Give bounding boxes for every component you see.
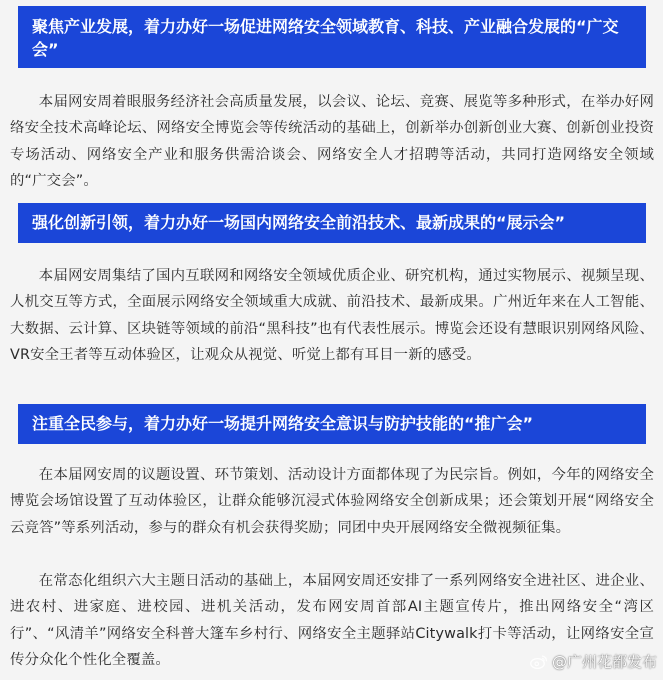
paragraph-participation-2: 在常态化组织六大主题日活动的基础上，本届网安周还安排了一系列网络安全进社区、进企业、进农村、进家庭、进校园、进机关活动，发布网安周首部AI主题宣传片，推出网络安全“湾区行”、“风清羊”网络安全科普大篷车乡村行、网络安全主题驿站Citywalk打卡等活动，让网络安全宣传分众化个性化全覆盖。 xyxy=(10,573,654,669)
section-heading-participation: 注重全民参与，着力办好一场提升网络安全意识与防护技能的“推广会” xyxy=(18,404,646,444)
watermark xyxy=(530,651,657,672)
section-heading-innovation: 强化创新引领，着力办好一场国内网络安全前沿技术、最新成果的“展示会” xyxy=(18,203,646,243)
weibo-icon xyxy=(530,654,548,670)
paragraph-industry: 本届网安周着眼服务经济社会高质量发展，以会议、论坛、竞赛、展览等多种形式，在举办好网络安全技术高峰论坛、网络安全博览会等传统活动的基础上，创新举办创新创业大赛、创新创业投资专场活动、网络安全产业和服务供需洽谈会、网络安全人才招聘等活动，共同打造网络安全领域的“广交会”。 xyxy=(10,94,654,190)
paragraph-innovation: 本届网安周集结了国内互联网和网络安全领域优质企业、研究机构，通过实物展示、视频呈现、人机交互等方式，全面展示网络安全领域重大成就、前沿技术、最新成果。广州近年来在人工智能、大数据、云计算、区块链等领域的前沿“黑科技”也有代表性展示。博览会还设有慧眼识别网络风险、VR安全王者等互动体验区，让观众从视觉、听觉上都有耳目一新的感受。 xyxy=(10,268,654,364)
watermark-text: @广州花都发布 xyxy=(551,653,657,671)
paragraph-participation-1: 在本届网安周的议题设置、环节策划、活动设计方面都体现了为民宗旨。例如，今年的网络安全博览会场馆设置了互动体验区，让群众能够沉浸式体验网络安全创新成果；还会策划开展“网络安全云竞答”等系列活动，参与的群众有机会获得奖励；同团中央开展网络安全微视频征集。 xyxy=(10,467,654,536)
section-heading-industry: 聚焦产业发展，着力办好一场促进网络安全领域教育、科技、产业融合发展的“广交会” xyxy=(18,6,646,68)
